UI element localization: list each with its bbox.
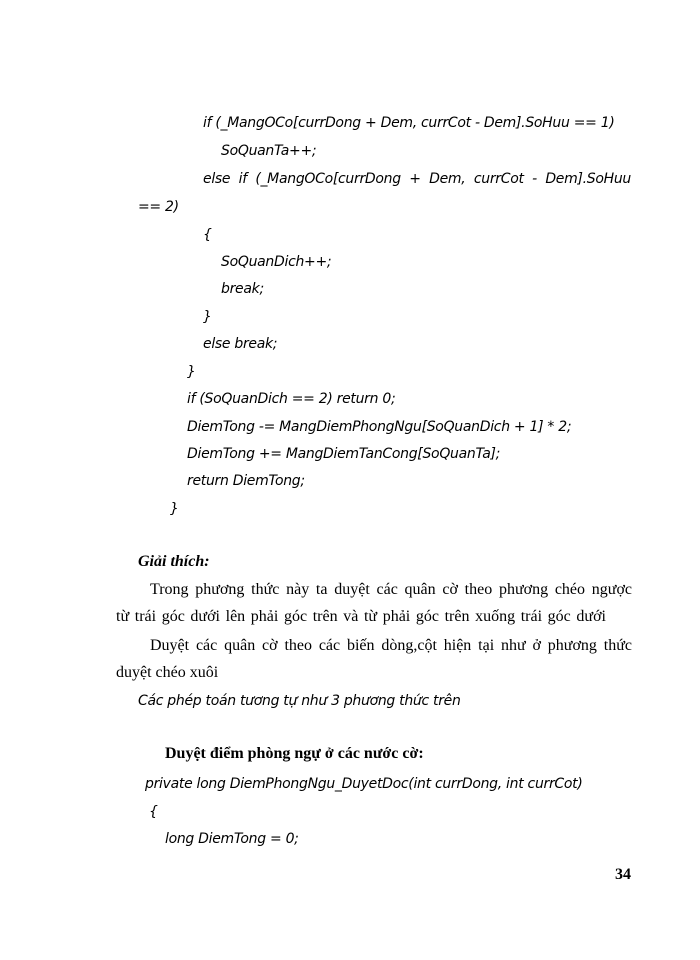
paragraph-line: Trong phương thức này ta duyệt các quân cờ theo phương chéo ngược xyxy=(150,581,632,598)
section-title: Duyệt điểm phòng ngự ở các nước cờ: xyxy=(165,745,424,762)
code-line: { xyxy=(149,804,158,820)
page-number: 34 xyxy=(615,866,631,883)
code-line: } xyxy=(203,309,212,325)
code-line: SoQuanDich++; xyxy=(221,254,332,270)
code-line: } xyxy=(170,501,179,517)
code-line: { xyxy=(203,227,212,243)
paragraph-line: duyệt chéo xuôi xyxy=(116,664,219,681)
code-line: if (SoQuanDich == 2) return 0; xyxy=(187,391,396,407)
code-line: else if (_MangOCo[currDong + Dem, currCot - Dem].SoHuu xyxy=(203,171,631,187)
code-line: == 2) xyxy=(138,199,179,215)
code-line: return DiemTong; xyxy=(187,473,305,489)
code-line: DiemTong -= MangDiemPhongNgu[SoQuanDich + 1] * 2; xyxy=(187,419,572,435)
paragraph-line: từ trái góc dưới lên phải góc trên và từ phải góc trên xuống trái góc dưới xyxy=(116,608,606,625)
explanation-note: Các phép toán tương tự như 3 phương thức trên xyxy=(138,693,461,709)
paragraph-line: Duyệt các quân cờ theo các biến dòng,cột hiện tại như ở phương thức xyxy=(150,637,632,654)
explanation-heading: Giải thích: xyxy=(138,553,210,570)
code-line: else break; xyxy=(203,336,278,352)
code-line: } xyxy=(187,364,196,380)
code-line: if (_MangOCo[currDong + Dem, currCot - Dem].SoHuu == 1) xyxy=(203,115,615,131)
code-line: private long DiemPhongNgu_DuyetDoc(int currDong, int currCot) xyxy=(145,776,583,792)
code-line: long DiemTong = 0; xyxy=(165,831,299,847)
code-line: SoQuanTa++; xyxy=(221,143,317,159)
code-line: DiemTong += MangDiemTanCong[SoQuanTa]; xyxy=(187,446,501,462)
code-line: break; xyxy=(221,281,264,297)
